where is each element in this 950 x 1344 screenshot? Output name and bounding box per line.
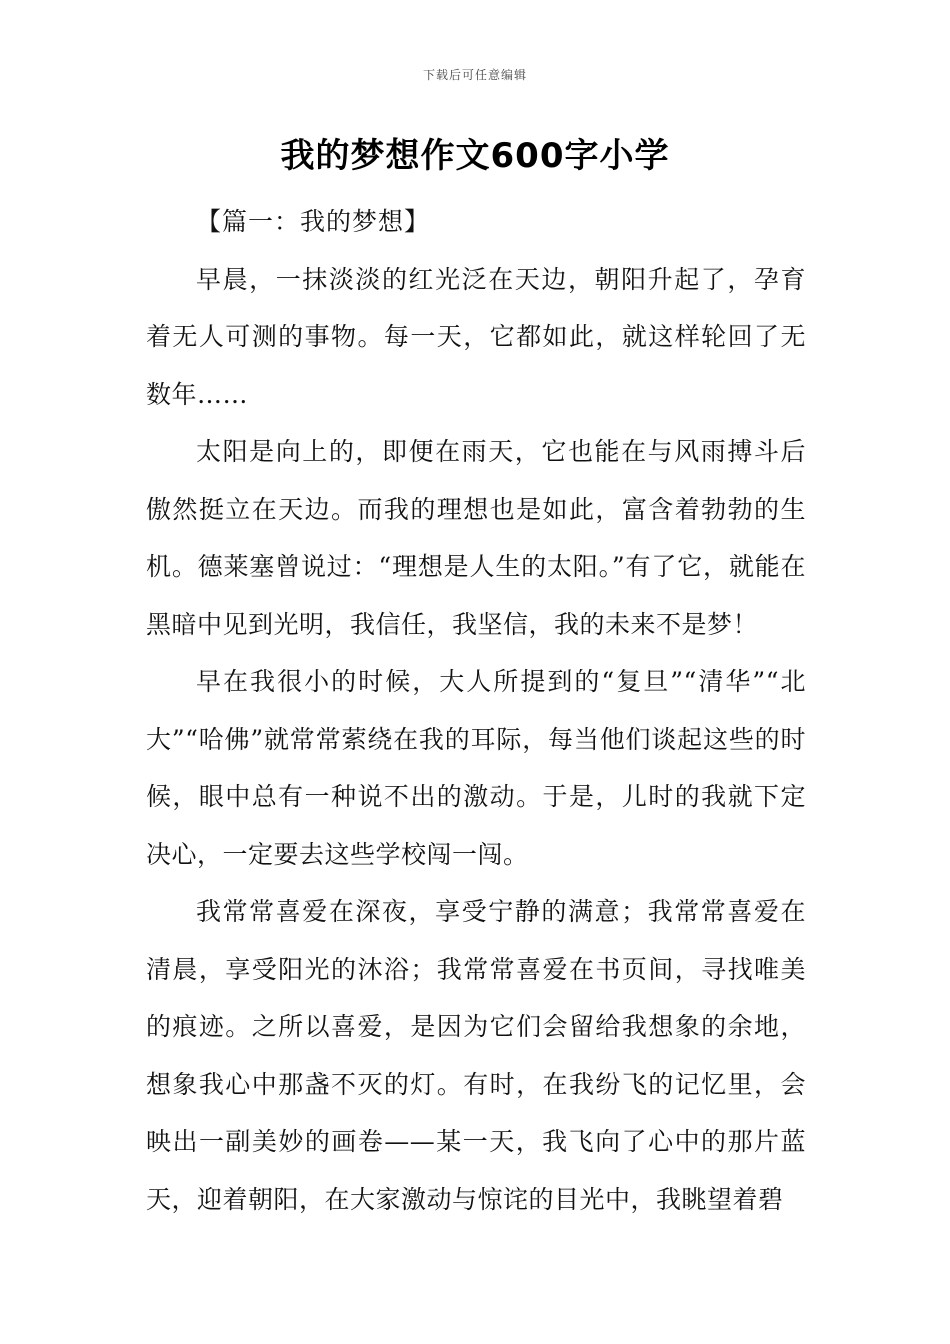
document-title: 我的梦想作文600字小学 (280, 136, 670, 176)
paragraph: 早在我很小的时候，大人所提到的“复旦”“清华”“北大”“哈佛”就常常萦绕在我的耳际，每当他们谈起这些的时候，眼中总有一种说不出的激动。于是，儿时的我就下定决心，一定要去这些学校闯一闯。 (146, 667, 806, 869)
paragraph: 早晨，一抹淡淡的红光泛在天边，朝阳升起了，孕育着无人可测的事物。每一天，它都如此，就这样轮回了无数年…… (146, 264, 806, 409)
header-note: 下载后可任意编辑 (422, 68, 527, 82)
document-body (146, 193, 806, 1228)
section-heading: 【篇一：我的梦想】 (196, 207, 431, 236)
paragraph: 我常常喜爱在深夜，享受宁静的满意；我常常喜爱在清晨，享受阳光的沐浴；我常常喜爱在书页间，寻找唯美的痕迹。之所以喜爱，是因为它们会留给我想象的余地，想象我心中那盏不灭的灯。有时，在我纷飞的记忆里，会映出一副美妙的画卷——某一天，我飞向了心中的那片蓝天，迎着朝阳，在大家激动与惊诧的目光中，我眺望着碧 (146, 897, 806, 1214)
paragraph: 太阳是向上的，即便在雨天，它也能在与风雨搏斗后傲然挺立在天边。而我的理想也是如此，富含着勃勃的生机。德莱塞曾说过：“理想是人生的太阳。”有了它，就能在黑暗中见到光明，我信任，我坚信，我的未来不是梦！ (146, 437, 806, 639)
